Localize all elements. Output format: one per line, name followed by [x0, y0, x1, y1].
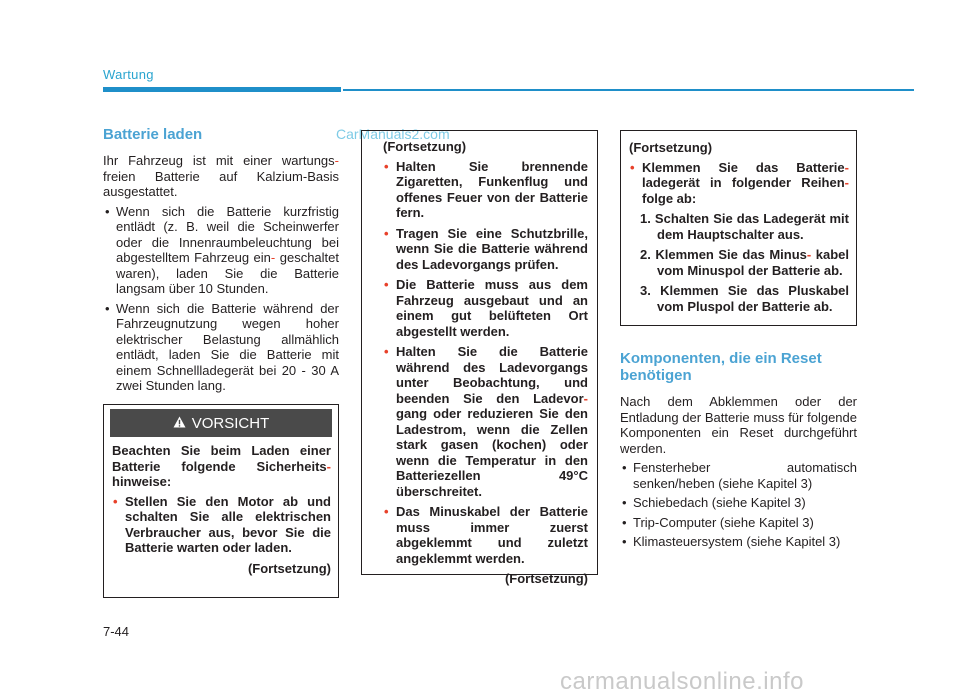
caution-continuation-box [361, 130, 598, 586]
step-item: 1. Schalten Sie das Ladegerät mit dem Hauptschalter aus. [640, 211, 849, 242]
reset-intro: Nach dem Abklemmen oder der Entladung der Batterie muss für folgende Komponenten ein Reset durchgeführt werden. [620, 394, 857, 456]
page-number: 7-44 [103, 624, 130, 639]
caution-bullets [112, 494, 331, 556]
caution-intro: Beachten Sie beim Laden einer Batterie folgende Sicherheits- hinweise: [112, 443, 331, 489]
continued-head: (Fortsetzung) [629, 140, 713, 155]
caution-body [112, 443, 331, 576]
charging-bullets [103, 204, 339, 394]
list-item: • Die Batterie muss aus dem Fahrzeug ausgebaut und an einem gut belüfteten Ort abgestellt werden. [383, 277, 588, 339]
charger-disconnect-body [629, 140, 849, 319]
step-item: 2. Klemmen Sie das Minus- kabel vom Minuspol der Batterie ab. [640, 247, 849, 278]
list-item: • Klimasteuersystem (siehe Kapitel 3) [620, 534, 857, 550]
section-title: Wartung [103, 67, 154, 82]
watermark-top: CarManuals2.com [336, 126, 450, 142]
reset-list [620, 460, 857, 550]
header-rule-thin [343, 89, 914, 91]
heading-reset-components: Komponenten, die ein Reset benötigen [620, 350, 822, 384]
footer-watermark: carmanualsonline.info [560, 668, 804, 695]
intro-paragraph: Ihr Fahrzeug ist mit einer wartungs- freien Batterie auf Kalzium-Basis ausgestattet. [103, 153, 339, 199]
list-item: • Das Minuskabel der Batterie muss immer zuerst abgeklemmt und zuletzt angeklemmt werden. [383, 504, 588, 566]
caution-header [110, 409, 332, 437]
disconnect-steps [629, 211, 849, 314]
list-item: • Halten Sie brennende Zigaretten, Funkenflug und offenes Feuer von der Batterie fern. [383, 159, 588, 221]
safety-bullets [383, 159, 588, 567]
caution-box [103, 404, 339, 598]
step-item: 3. Klemmen Sie das Pluskabel vom Pluspol der Batterie ab. [640, 283, 849, 314]
list-item: • Wenn sich die Batterie kurzfristig entlädt (z. B. weil die Scheinwerfer oder die Innenraumbeleuchtung bei abgestelltem Fahrzeug ein- geschaltet waren), laden Sie die Batterie langsam über 10 Stunden. [103, 204, 339, 297]
continued-note: (Fortsetzung) [247, 560, 331, 576]
column-reset-components [620, 350, 857, 554]
caution-continuation-body [383, 139, 588, 587]
list-item: • Fensterheber automatisch senken/heben (siehe Kapitel 3) [620, 460, 857, 491]
warning-triangle-icon [173, 415, 186, 432]
disconnect-bullets [629, 160, 849, 207]
list-item: • Klemmen Sie das Batterie- ladegerät in folgender Reihen- folge ab: [629, 160, 849, 207]
continued-head: (Fortsetzung) [383, 139, 467, 154]
continued-note: (Fortsetzung) [504, 571, 588, 586]
list-item: • Tragen Sie eine Schutzbrille, wenn Sie die Batterie während des Ladevorgangs prüfen. [383, 226, 588, 273]
list-item: • Trip-Computer (siehe Kapitel 3) [620, 515, 857, 531]
list-item: • Schiebedach (siehe Kapitel 3) [620, 495, 857, 511]
column-battery-charging [103, 126, 339, 398]
heading-battery-charging: Batterie laden [103, 126, 203, 143]
list-item: • Halten Sie die Batterie während des Ladevorgangs unter Beobachtung, und beenden Sie den Ladevor- gang oder reduzieren Sie den Ladestrom, wenn die Zellen stark gasen (kochen) oder wenn die Temperatur in den Batteriezellen 49°C überschreitet. [383, 344, 588, 499]
list-item: • Stellen Sie den Motor ab und schalten Sie alle elektrischen Verbraucher aus, bevor Sie die Batterie warten oder laden. [112, 494, 331, 556]
charger-disconnect-box [620, 130, 857, 326]
caution-label: VORSICHT [191, 414, 270, 432]
header-rule-thick [103, 87, 341, 92]
list-item: • Wenn sich die Batterie während der Fahrzeugnutzung wegen hoher elektrischer Belastung allmählich entlädt, laden Sie die Batterie mit einem Schnellladegerät bei 20 - 30 A zwei Stunden lang. [103, 301, 339, 394]
